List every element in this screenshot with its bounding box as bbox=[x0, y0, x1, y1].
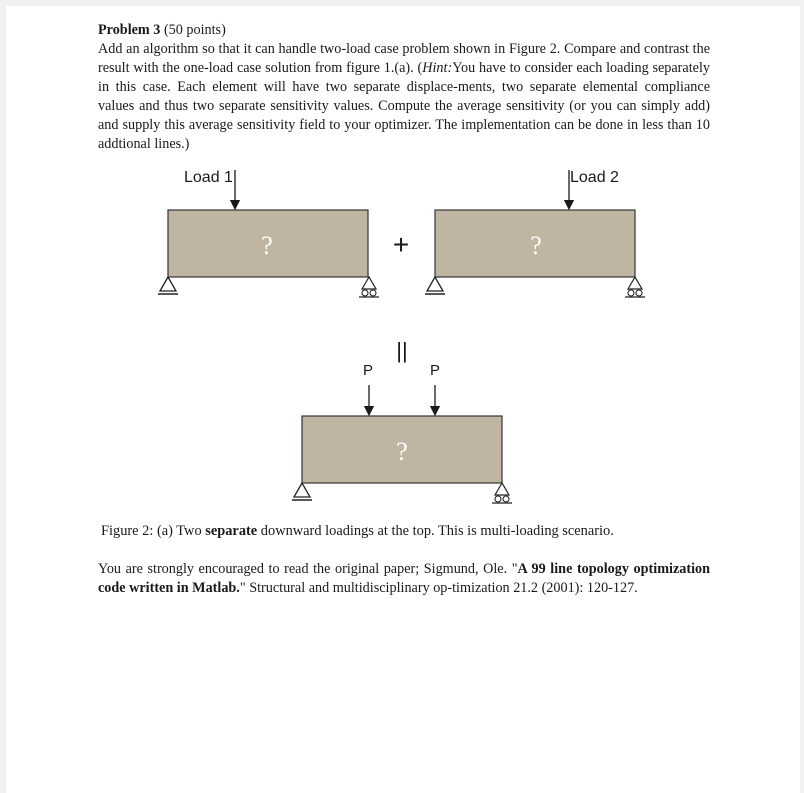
pin-support-left-beam1 bbox=[158, 277, 178, 294]
p-label-right: P bbox=[429, 362, 441, 379]
problem-body-part2: You have to consider each loading separately in this case. Each element will have two separate displace-ments, two separate elemental compliance values and thus two separate sensitivity values. Compute the average sensitivity (or you can simply add) and supply this average sensitivity field to your optimizer. The implementation can be done in less than 10 addtional lines.) bbox=[98, 60, 710, 152]
roller-support-right-combined bbox=[492, 483, 512, 503]
plus-sign: + bbox=[392, 229, 410, 260]
roller-support-right-beam1 bbox=[359, 277, 379, 297]
reference-title: A 99 line topology optimization code written in Matlab. bbox=[98, 561, 710, 596]
figure-caption bbox=[101, 522, 721, 541]
problem-points: (50 points) bbox=[163, 22, 226, 38]
load1-label: Load 1 bbox=[184, 169, 233, 186]
beam-combined-unknown: ? bbox=[396, 437, 408, 466]
caption-suffix: downward loadings at the top. This is multi-loading scenario. bbox=[257, 523, 614, 539]
load2-label: Load 2 bbox=[570, 169, 619, 186]
equals-sign: || bbox=[396, 338, 408, 363]
problem-title: Problem 3 bbox=[98, 22, 161, 38]
beam-load2-unknown: ? bbox=[530, 231, 542, 260]
caption-bold-word: separate bbox=[205, 523, 258, 539]
pin-support-left-beam2 bbox=[425, 277, 445, 294]
reference-paragraph bbox=[98, 560, 710, 598]
roller-support-right-beam2 bbox=[625, 277, 645, 297]
reference-part1: You are strongly encouraged to read the original paper; Sigmund, Ole. " bbox=[98, 561, 518, 577]
p-label-left: P bbox=[362, 362, 374, 379]
problem-body-part1: Add an algorithm so that it can handle two-load case problem shown in Figure 2. Compare and contrast the result with the one-load case solution from figure 1.(a). ( bbox=[98, 41, 710, 76]
beam-load1-unknown: ? bbox=[261, 231, 273, 260]
pin-support-left-combined bbox=[292, 483, 312, 500]
caption-prefix: Figure 2: (a) Two bbox=[101, 523, 206, 539]
reference-part2: " Structural and multidisciplinary op-timization 21.2 (2001): 120-127. bbox=[239, 580, 638, 596]
hint-label: Hint: bbox=[422, 60, 453, 76]
